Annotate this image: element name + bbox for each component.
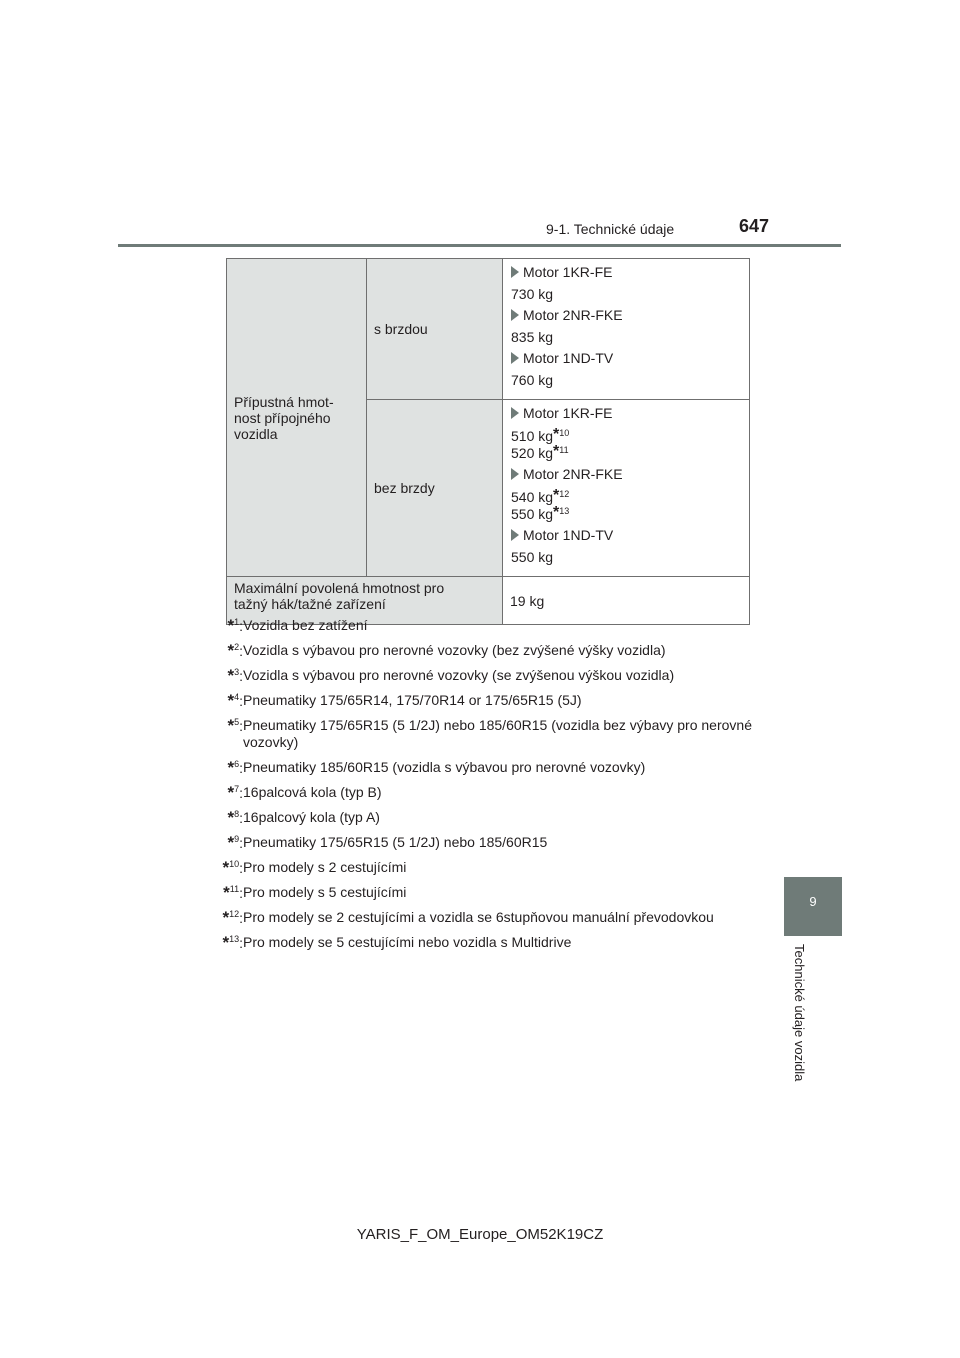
asterisk-icon: *	[227, 691, 235, 710]
footnote-item	[212, 717, 752, 751]
page-number: 647	[739, 216, 770, 236]
footnote-text: Pneumatiky 175/65R15 (5 1/2J) nebo 185/60R15 (vozidla bez výbavy pro nerovné vozovky)	[243, 717, 752, 750]
footnote-item	[212, 667, 752, 684]
asterisk-icon: *	[222, 858, 230, 877]
footnote-item	[212, 784, 752, 801]
footnote-ref[interactable]: 13	[559, 506, 570, 516]
section-title: 9-1. Technické údaje	[546, 221, 675, 237]
footnote-marker: *$^3$:	[227, 666, 243, 685]
asterisk-icon: *	[227, 616, 235, 635]
asterisk-icon: *	[227, 716, 235, 735]
footnote-item	[212, 617, 752, 634]
without-brake-text: bez brzdy	[374, 480, 435, 496]
footnote-marker: *$^{13}$:	[222, 933, 243, 952]
footnote-ref[interactable]: 11	[559, 445, 569, 455]
footnote-item	[212, 859, 752, 876]
asterisk-icon: *	[227, 808, 235, 827]
footnote-item	[212, 692, 752, 709]
weight-value: 540 kg*$^{12}$	[511, 487, 570, 505]
with-brake-text: s brzdou	[374, 321, 428, 337]
asterisk-icon: *	[553, 504, 560, 521]
footnote-text: Pneumatiky 185/60R15 (vozidla s výbavou pro nerovné vozovky)	[243, 759, 646, 775]
with-brake-label	[367, 259, 503, 400]
triangle-bullet-icon	[511, 468, 519, 480]
asterisk-icon: *	[553, 426, 560, 443]
footnote-text: 16palcová kola (typ B)	[243, 784, 382, 800]
triangle-bullet-icon	[511, 309, 519, 321]
triangle-bullet-icon	[511, 407, 519, 419]
footnote-marker: *$^{10}$:	[222, 858, 243, 877]
without-brake-values	[503, 400, 750, 577]
chapter-label: Technické údaje vozidla	[792, 944, 807, 1082]
max-hitch-text: Maximální povolená hmotnost pro tažný hák/tažné zařízení	[234, 580, 445, 612]
max-hitch-value-text: 19 kg	[510, 592, 545, 609]
footnote-marker: *$^6$:	[227, 758, 243, 777]
triangle-bullet-icon	[511, 266, 519, 278]
engine-name: Motor 2NR-FKE	[523, 466, 623, 482]
footnote-text: Vozidla s výbavou pro nerovné vozovky (se zvýšenou výškou vozidla)	[243, 667, 675, 683]
footnote-item	[212, 884, 752, 901]
footnote-item	[212, 642, 752, 659]
engine-name: Motor 2NR-FKE	[523, 307, 623, 323]
engine-label	[511, 350, 741, 366]
asterisk-icon: *	[553, 487, 560, 504]
asterisk-icon: *	[227, 758, 235, 777]
document-id: YARIS_F_OM_Europe_OM52K19CZ	[356, 1226, 604, 1243]
engine-name: Motor 1KR-FE	[523, 264, 613, 280]
footnote-item	[212, 759, 752, 776]
towing-spec-table	[226, 258, 750, 625]
footnote-text: Pneumatiky 175/65R14, 175/70R14 or 175/65R15 (5J)	[243, 692, 582, 708]
footnote-text: Vozidla s výbavou pro nerovné vozovky (bez zvýšené výšky vozidla)	[243, 642, 666, 658]
engine-label	[511, 466, 741, 482]
engine-name: Motor 1ND-TV	[523, 527, 614, 543]
footnote-item	[212, 834, 752, 851]
footnote-text: Pro modely se 2 cestujícími a vozidla se 6stupňovou manuální převodovkou	[243, 909, 714, 925]
engine-label	[511, 527, 741, 543]
weight-value: 835 kg	[511, 329, 554, 345]
triangle-bullet-icon	[511, 352, 519, 364]
table-row	[227, 259, 750, 400]
footnote-marker: *$^8$:	[227, 808, 243, 827]
footnote-item	[212, 934, 752, 951]
footnote-marker: *$^4$:	[227, 691, 243, 710]
engine-label	[511, 405, 741, 421]
footnote-item	[212, 909, 752, 926]
engine-name: Motor 1ND-TV	[523, 350, 614, 366]
weight-value: 550 kg	[511, 549, 554, 565]
chapter-tab[interactable]	[784, 877, 842, 936]
footnote-marker: *$^{12}$:	[222, 908, 243, 927]
weight-value: 550 kg*$^{13}$	[511, 504, 570, 522]
footnote-marker: *$^2$:	[227, 641, 243, 660]
footnote-marker: *$^1$:	[227, 616, 243, 635]
footnote-marker: *$^7$:	[227, 783, 243, 802]
asterisk-icon: *	[223, 883, 230, 902]
footnotes	[212, 617, 752, 959]
asterisk-icon: *	[222, 908, 230, 927]
without-brake-label	[367, 400, 503, 577]
asterisk-icon: *	[227, 783, 235, 802]
asterisk-icon: *	[222, 933, 230, 952]
chapter-number: 9	[809, 894, 817, 909]
footnote-item	[212, 809, 752, 826]
footnote-text: Pro modely s 2 cestujícími	[243, 859, 407, 875]
footnote-text: 16palcový kola (typ A)	[243, 809, 380, 825]
footnote-ref[interactable]: 10	[559, 428, 570, 438]
footnote-text: Pro modely s 5 cestujícími	[243, 884, 407, 900]
engine-label	[511, 307, 741, 323]
triangle-bullet-icon	[511, 529, 519, 541]
row-label-text: Přípustná hmot- nost přípojného vozidla	[234, 393, 334, 442]
weight-value: 510 kg*$^{10}$	[511, 426, 570, 444]
trailer-weight-label	[227, 259, 367, 577]
footnote-marker: *$^9$:	[227, 833, 243, 852]
engine-label	[511, 264, 741, 280]
footnote-text: Pneumatiky 175/65R15 (5 1/2J) nebo 185/60R15	[243, 834, 548, 850]
header-rule	[118, 244, 841, 247]
asterisk-icon: *	[553, 443, 560, 460]
engine-name: Motor 1KR-FE	[523, 405, 613, 421]
asterisk-icon: *	[227, 641, 235, 660]
footnote-text: Pro modely se 5 cestujícími nebo vozidla s Multidrive	[243, 934, 572, 950]
weight-value: 730 kg	[511, 286, 554, 302]
weight-value: 760 kg	[511, 372, 554, 388]
footnote-marker: *$^{11}$:	[223, 883, 243, 902]
with-brake-values	[503, 259, 750, 400]
footnote-ref[interactable]: 12	[559, 489, 570, 499]
weight-value: 520 kg*$^{11}$	[511, 443, 569, 461]
asterisk-icon: *	[227, 833, 235, 852]
footnote-text: Vozidla bez zatížení	[243, 617, 368, 633]
asterisk-icon: *	[227, 666, 235, 685]
footnote-marker: *$^5$:	[227, 716, 243, 735]
